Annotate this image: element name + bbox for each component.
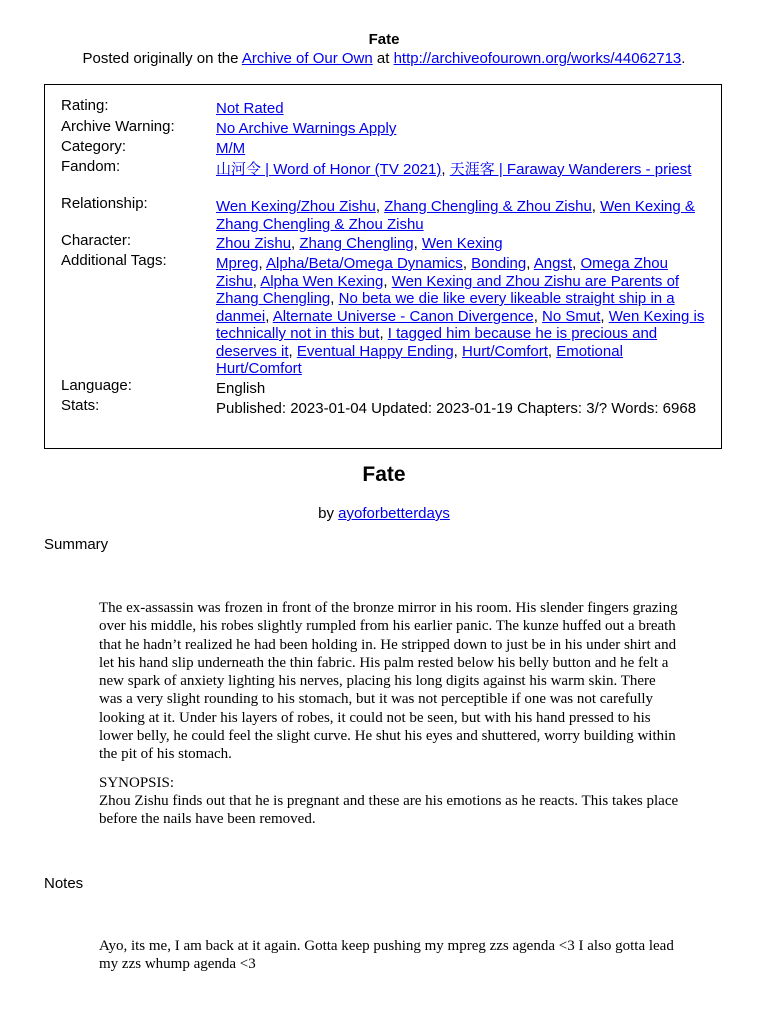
relationship-value: Wen Kexing/Zhou Zishu, Zhang Chengling & Zhou Zishu, Wen Kexing & Zhang Chengling & Zhou Zishu xyxy=(216,198,695,233)
fandom-link[interactable]: 天涯客 | Faraway Wanderers - priest xyxy=(449,161,692,178)
language-label: Language: xyxy=(61,377,132,394)
summary-text xyxy=(99,599,679,829)
tag-link[interactable]: I tagged him because he is precious and deserves it xyxy=(216,325,658,360)
tag-link[interactable]: Wen Kexing is technically not in this but xyxy=(216,307,705,342)
document-header-title: Fate xyxy=(368,31,400,48)
relationship-link[interactable]: Zhang Chengling & Zhou Zishu xyxy=(384,198,592,215)
synopsis-text: Zhou Zishu finds out that he is pregnant and these are his emotions as he reacts. This takes place before the nails have been removed. xyxy=(99,792,679,828)
tags-label: Additional Tags: xyxy=(61,252,167,269)
tag-link[interactable]: Omega Zhou Zishu xyxy=(216,255,668,290)
relationship-link[interactable]: Wen Kexing/Zhou Zishu xyxy=(216,198,376,215)
work-metadata-box xyxy=(44,84,722,449)
tag-link[interactable]: No beta we die like every likeable straight ship in a danmei xyxy=(216,290,675,325)
rating-link[interactable]: Not Rated xyxy=(216,100,284,117)
tag-link[interactable]: Eventual Happy Ending xyxy=(296,342,454,360)
warning-value xyxy=(216,120,706,138)
category-link[interactable]: M/M xyxy=(216,140,246,157)
by-text: by xyxy=(318,505,334,522)
tag-link[interactable]: Bonding xyxy=(471,255,527,272)
tags-value: Mpreg, Alpha/Beta/Omega Dynamics, Bonding, Angst, Omega Zhou Zishu, Alpha Wen Kexing, Wen Kexing and Zhou Zishu are Parents of Zhang Chengling, No beta we die like every likeable straight ship in a danmei, Alternate Universe - Canon Divergence, No Smut, Wen Kexing is technically not in this but, I tagged him because he is precious and deserves it, Eventual Happy Ending, Hurt/Comfort, Emotional Hurt/Comfort xyxy=(216,255,705,377)
tag-link[interactable]: No Smut xyxy=(542,307,601,325)
relationship-link[interactable]: Wen Kexing & Zhang Chengling & Zhou Zishu xyxy=(216,198,695,233)
stats-value: Published: 2023-01-04 Updated: 2023-01-19 Chapters: 3/? Words: 6968 xyxy=(216,400,697,417)
stats-label: Stats: xyxy=(61,397,100,414)
character-link[interactable]: Zhou Zishu xyxy=(216,235,292,252)
archive-link[interactable]: Archive of Our Own xyxy=(241,50,373,67)
character-value: Zhou Zishu, Zhang Chengling, Wen Kexing xyxy=(216,235,503,252)
tag-link[interactable]: Hurt/Comfort xyxy=(462,342,548,360)
work-url-link[interactable]: http://archiveofourown.org/works/44062713 xyxy=(393,50,682,67)
relationship-label: Relationship: xyxy=(61,195,148,212)
fandom-link[interactable]: 山河令 | Word of Honor (TV 2021) xyxy=(216,161,442,178)
character-link[interactable]: Zhang Chengling xyxy=(299,235,414,252)
summary-heading: Summary xyxy=(44,536,109,553)
tag-link[interactable]: Alpha/Beta/Omega Dynamics xyxy=(266,255,463,272)
language-value: English xyxy=(216,380,266,397)
warning-label: Archive Warning: xyxy=(61,118,175,135)
period: . xyxy=(681,50,686,67)
notes-heading: Notes xyxy=(44,875,84,892)
posted-prefix: Posted originally on the xyxy=(82,50,239,67)
tag-link[interactable]: Wen Kexing and Zhou Zishu are Parents of Zhang Chengling xyxy=(216,272,680,307)
synopsis-label: SYNOPSIS: xyxy=(99,774,175,791)
tag-link[interactable]: Alternate Universe - Canon Divergence xyxy=(272,307,534,325)
rating-value xyxy=(216,100,706,118)
character-link[interactable]: Wen Kexing xyxy=(422,235,503,252)
notes-text xyxy=(99,937,679,974)
character-label: Character: xyxy=(61,232,132,249)
notes-paragraph: Ayo, its me, I am back at it again. Gotta keep pushing my mpreg zzs agenda <3 I also gotta lead my zzs whump agenda <3 xyxy=(99,938,674,973)
rating-label: Rating: xyxy=(61,97,109,114)
tag-link[interactable]: Angst xyxy=(533,255,573,272)
fandom-value: 山河令 | Word of Honor (TV 2021), 天涯客 | Faraway Wanderers - priest xyxy=(216,161,692,178)
summary-paragraph: The ex-assassin was frozen in front of the bronze mirror in his room. His slender fingers grazing over his middle, his robes slightly rumpled from his earlier panic. The kunze huffed out a breath that he hadn’t realized he had been holding in. He stripped down to just be in his under shirt and let his hand slip underneath the thin fabric. His palm rested below his belly button and he felt a new spark of anxiety lighting his nerves, placing his long digits against his warm skin. There was a very slight rounding to his stomach, but it was not perceptible if one was not carefully looking at it. Under his layers of robes, it could not be seen, but with his hand pressed to his lower belly, he could feel the slight curve. He shut his eyes and shuttered, worry building within the pit of his stomach. xyxy=(99,600,678,763)
tag-link[interactable]: Mpreg xyxy=(216,255,259,272)
tag-link[interactable]: Emotional Hurt/Comfort xyxy=(216,342,623,377)
work-title: Fate xyxy=(362,463,406,486)
category-label: Category: xyxy=(61,138,127,155)
tag-link[interactable]: Alpha Wen Kexing xyxy=(260,272,384,290)
category-value xyxy=(216,140,706,158)
posted-originally-line xyxy=(0,50,768,67)
fandom-label: Fandom: xyxy=(61,158,121,175)
byline xyxy=(0,505,768,522)
warning-link[interactable]: No Archive Warnings Apply xyxy=(216,120,397,137)
at-text: at xyxy=(376,50,390,67)
author-link[interactable]: ayoforbetterdays xyxy=(338,505,450,522)
